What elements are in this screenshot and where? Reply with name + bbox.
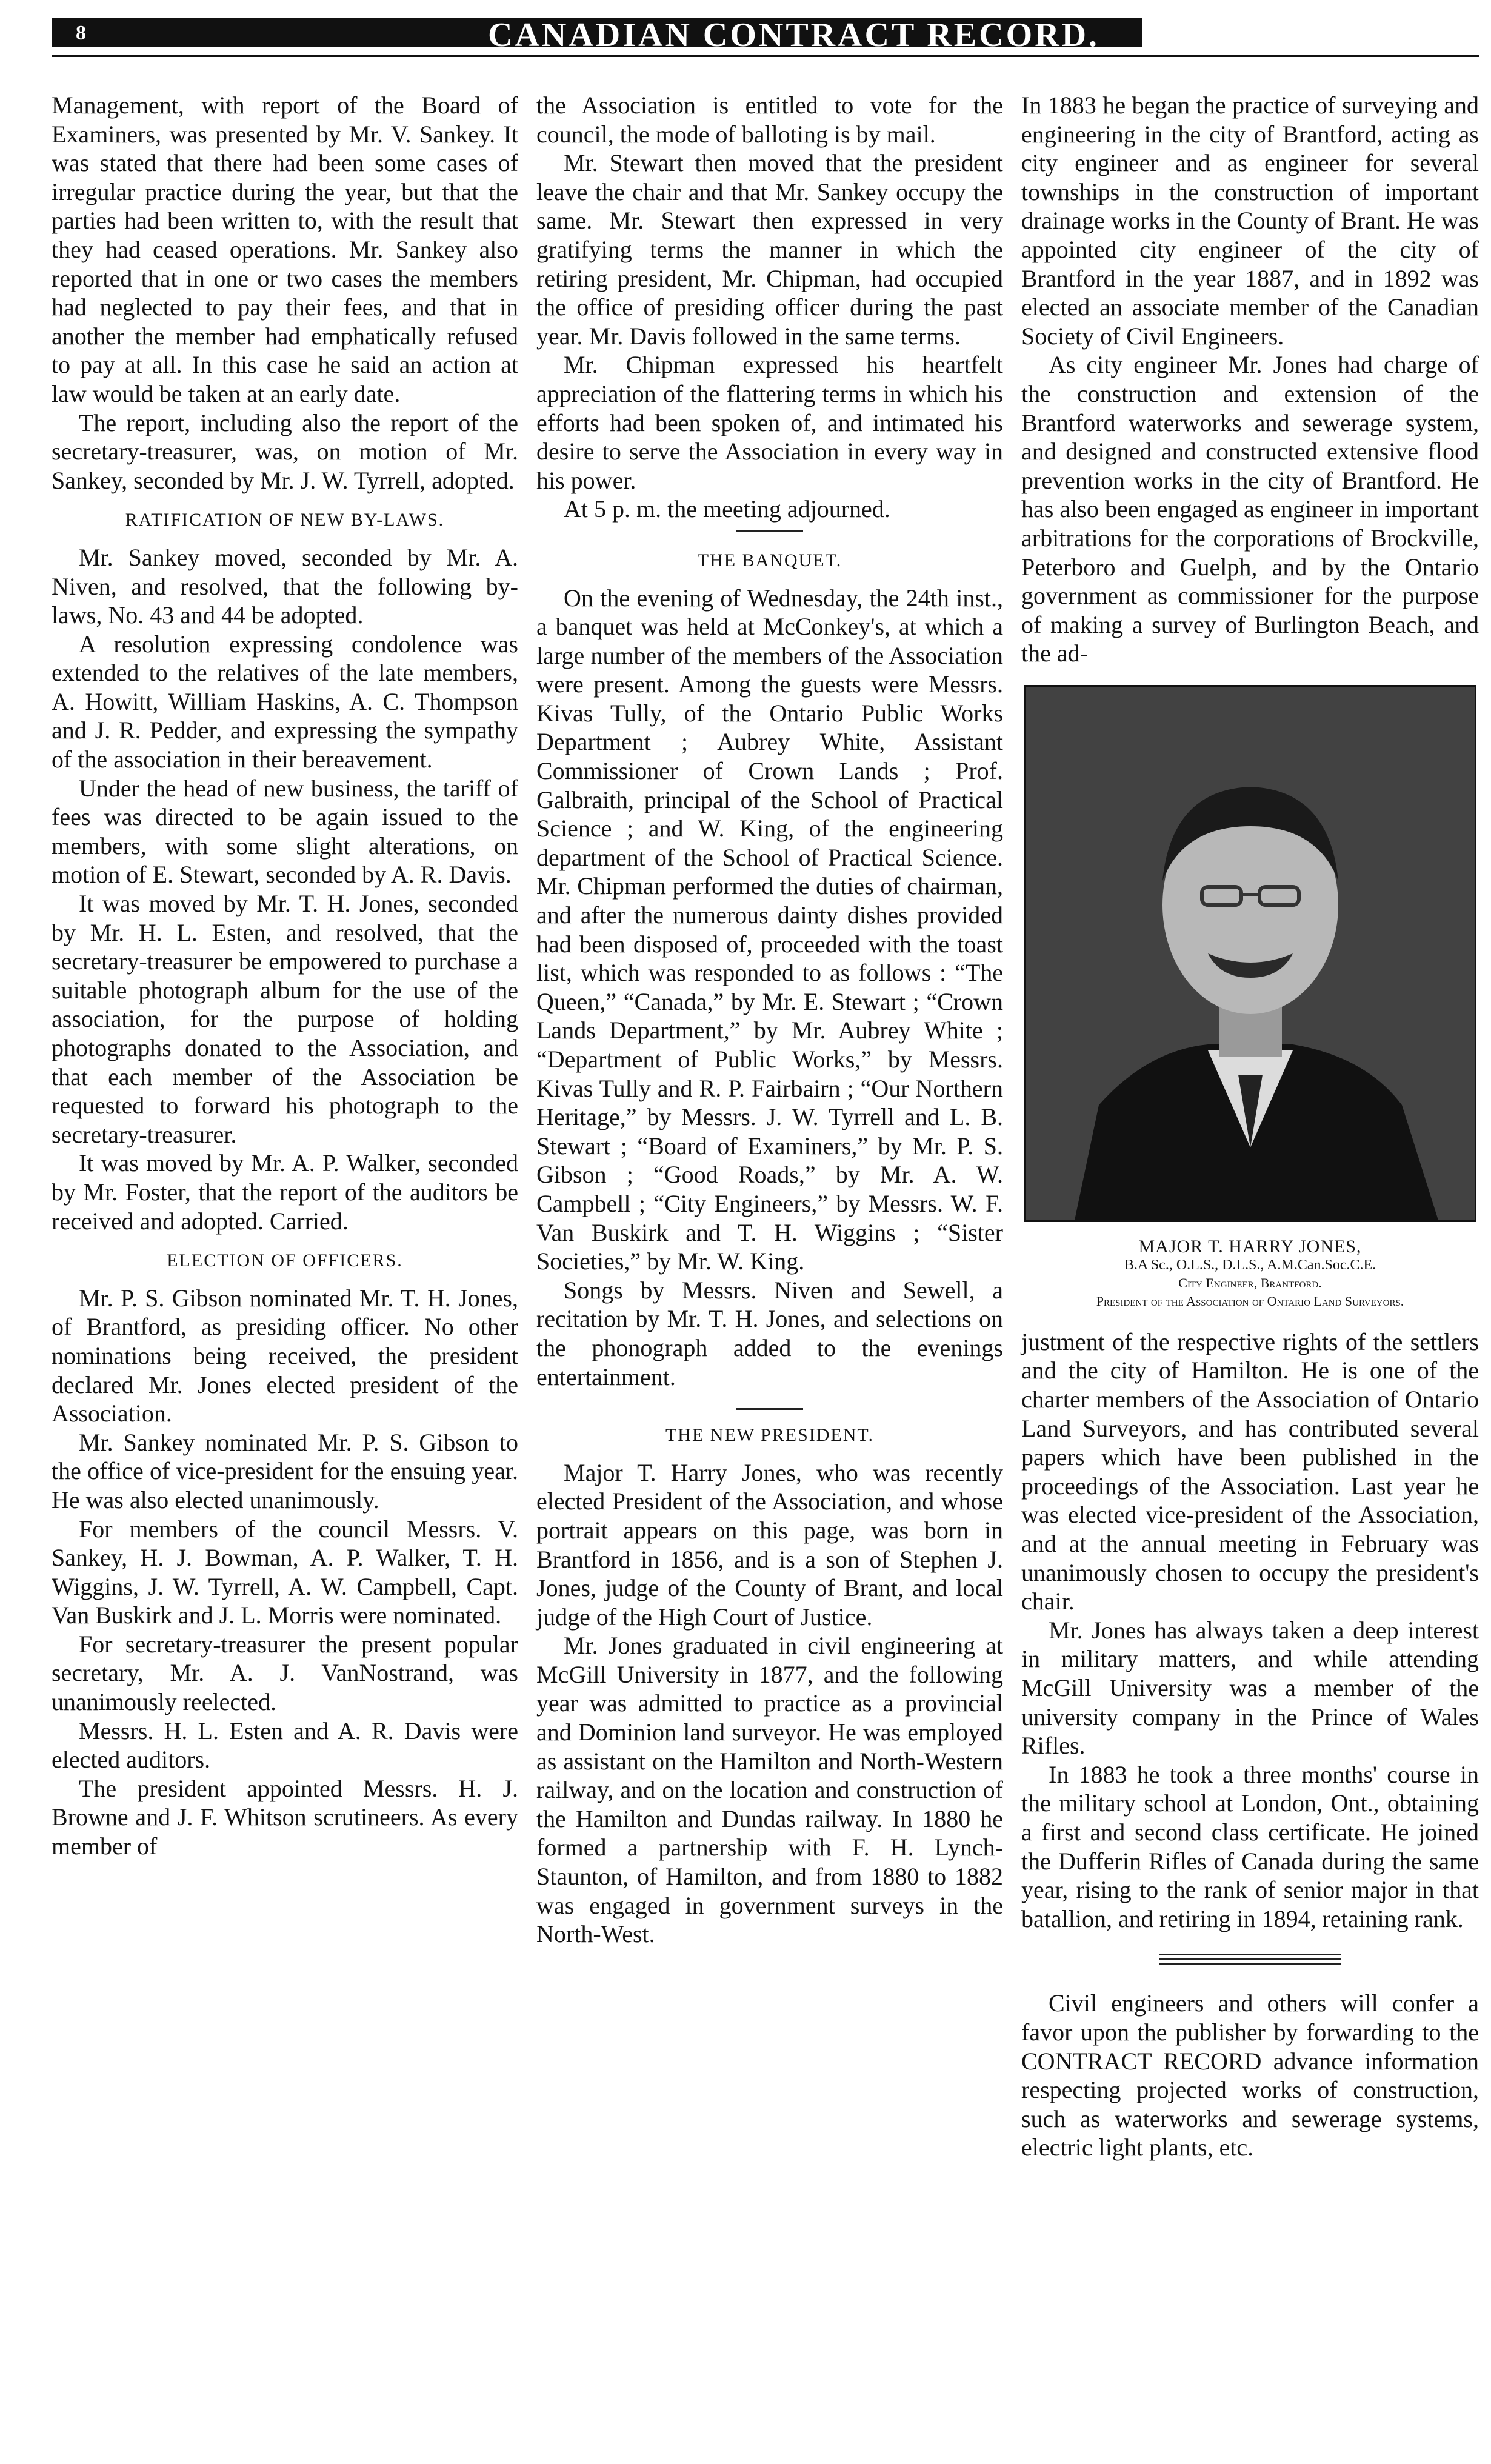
paragraph: It was moved by Mr. A. P. Walker, seconded by Mr. Foster, that the report of the auditors be received and adopted. Carried. [52,1149,518,1235]
paragraph: Mr. P. S. Gibson nominated Mr. T. H. Jones, of Brantford, as presiding officer. No other nominations being received, the president declared Mr. Jones elected president of the Association. [52,1284,518,1427]
portrait-photo [1024,685,1476,1222]
paragraph: The president appointed Messrs. H. J. Browne and J. F. Whitson scrutineers. As every member of [52,1774,518,1860]
portrait-illustration [1026,687,1475,1220]
paragraph: Mr. Sankey moved, seconded by Mr. A. Niven, and resolved, that the following by-laws, No. 43 and 44 be adopted. [52,543,518,629]
section-heading: THE NEW PRESIDENT. [665,1425,875,1446]
paragraph: In 1883 he began the practice of surveying and engineering in the city of Brantford, acting as city engineer and as engineer for several townships in the construction of important drainage works in the County of Brant. He was appointed city engineer of the city of Brantford in the year 1887, and in 1892 was elected an associate member of the Canadian Society of Civil Engineers. [1021,92,1479,350]
column-1 [52,91,518,1861]
decorative-rule [1159,1954,1341,1965]
paragraph: As city engineer Mr. Jones had charge of the construction and extension of the Brantford waterworks and sewerage system, and designed and constructed extensive flood prevention works in the city of Brantford. He has also been engaged as engineer in important arbitrations for the corporations of Brockville, Peterboro and Guelph, and by the Ontario government as commissioner for the purpose of making a survey of Burlington Beach, and the ad- [1021,351,1479,667]
section-rule [736,1408,803,1410]
portrait-caption [1021,1238,1479,1310]
paragraph: Mr. Stewart then moved that the president leave the chair and that Mr. Sankey occupy the same. Mr. Stewart then expressed in very gratifying terms the manner in which the retiring president, Mr. Chipman, had occupied the office of presiding officer during the past year. Mr. Davis followed in the same terms. [536,149,1003,350]
paragraph: Mr. Chipman expressed his heartfelt appreciation of the flattering terms in which his efforts had been spoken of, and intimated his desire to serve the Association in every way in his power. [536,351,1003,494]
column-2 [536,91,1003,1949]
paragraph: A resolution expressing condolence was extended to the relatives of the late members, A. Howitt, William Haskins, A. C. Thompson and J. R. Pedder, and expressing the sympathy of the association in their bereavement. [52,630,518,773]
paragraph: Major T. Harry Jones, who was recently elected President of the Association, and whose portrait appears on this page, was born in Brantford in 1856, and is a son of Stephen J. Jones, judge of the County of Brant, and local judge of the High Court of Justice. [536,1458,1003,1631]
paragraph: Messrs. H. L. Esten and A. R. Davis were elected auditors. [52,1717,518,1774]
paragraph: justment of the respective rights of the settlers and the city of Hamilton. He is one of the charter members of the Association of Ontario Land Surveyors, and has contributed several papers which have been published in the proceedings of the Association. Last year he was elected vice-president of the Association, and at the annual meeting in February was unanimously chosen to occupy the president's chair. [1021,1327,1479,1615]
masthead [52,13,1479,57]
paragraph: the Association is entitled to vote for the council, the mode of balloting is by mail. [536,92,1003,148]
section-rule [736,530,803,532]
paragraph: Songs by Messrs. Niven and Sewell, a recitation by Mr. T. H. Jones, and selections on the phonograph added to the evenings entertainment. [536,1276,1003,1391]
paragraph: Management, with report of the Board of Examiners, was presented by Mr. V. Sankey. It was stated that there had been some cases of irregular practice during the year, but that the parties had been written to, with the result that they had ceased operations. Mr. Sankey also reported that in one or two cases the members had neglected to pay their fees, and that in another the member had emphatically refused to pay at all. In this case he said an action at law would be taken at an early date. [52,92,518,407]
paragraph: For secretary-treasurer the present popular secretary, Mr. A. J. VanNostrand, was unanimously reelected. [52,1630,518,1716]
caption-degrees: B.A Sc., O.L.S., D.L.S., A.M.Can.Soc.C.E. [1124,1257,1376,1273]
caption-title: City Engineer, Brantford. [1178,1275,1322,1290]
paragraph: For members of the council Messrs. V. Sankey, H. J. Bowman, A. P. Walker, T. H. Wiggins, J. W. Tyrrell, A. W. Campbell, Capt. Van Buskirk and J. L. Morris were nominated. [52,1515,518,1629]
paragraph: In 1883 he took a three months' course in the military school at London, Ont., obtaining a first and second class certificate. He joined the Dufferin Rifles of Canada during the same year, rising to the rank of senior major in that batallion, and retiring in 1894, retaining rank. [1021,1760,1479,1932]
paragraph: Mr. Sankey nominated Mr. P. S. Gibson to the office of vice-president for the ensuing year. He was also elected unanimously. [52,1428,518,1514]
paragraph: At 5 p. m. the meeting adjourned. [564,495,890,523]
paragraph: Mr. Jones graduated in civil engineering at McGill University in 1877, and the following year was admitted to practice as a provincial and Dominion land surveyor. He was employed as assistant on the Hamilton and North-Western railway, and on the location and construction of the Hamilton and Dundas railway. In 1880 he formed a partnership with F. H. Lynch-Staunton, of Hamilton, and from 1880 to 1882 was engaged in government surveys in the North-West. [536,1632,1003,1948]
newspaper-title: CANADIAN CONTRACT RECORD. [488,16,1100,54]
section-heading: ELECTION OF OFFICERS. [167,1250,403,1271]
caption-role: President of the Association of Ontario Land Surveyors. [1096,1293,1404,1309]
paragraph: Mr. Jones has always taken a deep interest in military matters, and while attending McGill University was a member of the university company in the Prince of Wales Rifles. [1021,1616,1479,1760]
paragraph: It was moved by Mr. T. H. Jones, seconded by Mr. H. L. Esten, and resolved, that the secretary-treasurer be empowered to purchase a suitable photograph album for the use of the association, for the purpose of holding photographs donated to the Association, and that each member of the Association be requested to forward his photograph to the secretary-treasurer. [52,890,518,1148]
section-heading: THE BANQUET. [697,550,842,570]
paragraph: Civil engineers and others will confer a favor upon the publisher by forwarding to the CONTRACT RECORD advance information respecting projected works of construction, such as waterworks and sewerage systems, electric light plants, etc. [1021,1989,1479,2162]
caption-name: MAJOR T. HARRY JONES, [1138,1236,1362,1257]
page-number: 8 [76,22,86,44]
paragraph: On the evening of Wednesday, the 24th inst., a banquet was held at McConkey's, at which a large number of the members of the Association were present. Among the guests were Messrs. Kivas Tully, of the Ontario Public Works Department ; Aubrey White, Assistant Commissioner of Crown Lands ; Prof. Galbraith, principal of the School of Practical Science ; and W. King, of the engineering department of the School of Practical Science. Mr. Chipman performed the duties of chairman, and after the numerous dainty dishes provided had been disposed of, proceeded with the toast list, which was responded to as follows : “The Queen,” “Canada,” by Mr. E. Stewart ; “Crown Lands Department,” by Mr. Aubrey White ; “Department of Public Works,” by Messrs. Kivas Tully and R. P. Fairbairn ; “Our Northern Heritage,” by Messrs. J. W. Tyrrell and L. B. Stewart ; “Board of Examiners,” by Mr. P. S. Gibson ; “Good Roads,” by Mr. A. W. Campbell ; “City Engineers,” by Messrs. W. F. Van Buskirk and T. H. Wiggins ; “Sister Societies,” by Mr. W. King. [536,584,1003,1275]
column-3 [1021,91,1479,2162]
paragraph: Under the head of new business, the tariff of fees was directed to be again issued to the members, with some slight alterations, on motion of E. Stewart, seconded by A. R. Davis. [52,774,518,889]
section-heading: RATIFICATION OF NEW BY-LAWS. [125,510,445,530]
paragraph: The report, including also the report of the secretary-treasurer, was, on motion of Mr. Sankey, seconded by Mr. J. W. Tyrrell, adopted. [52,409,518,494]
